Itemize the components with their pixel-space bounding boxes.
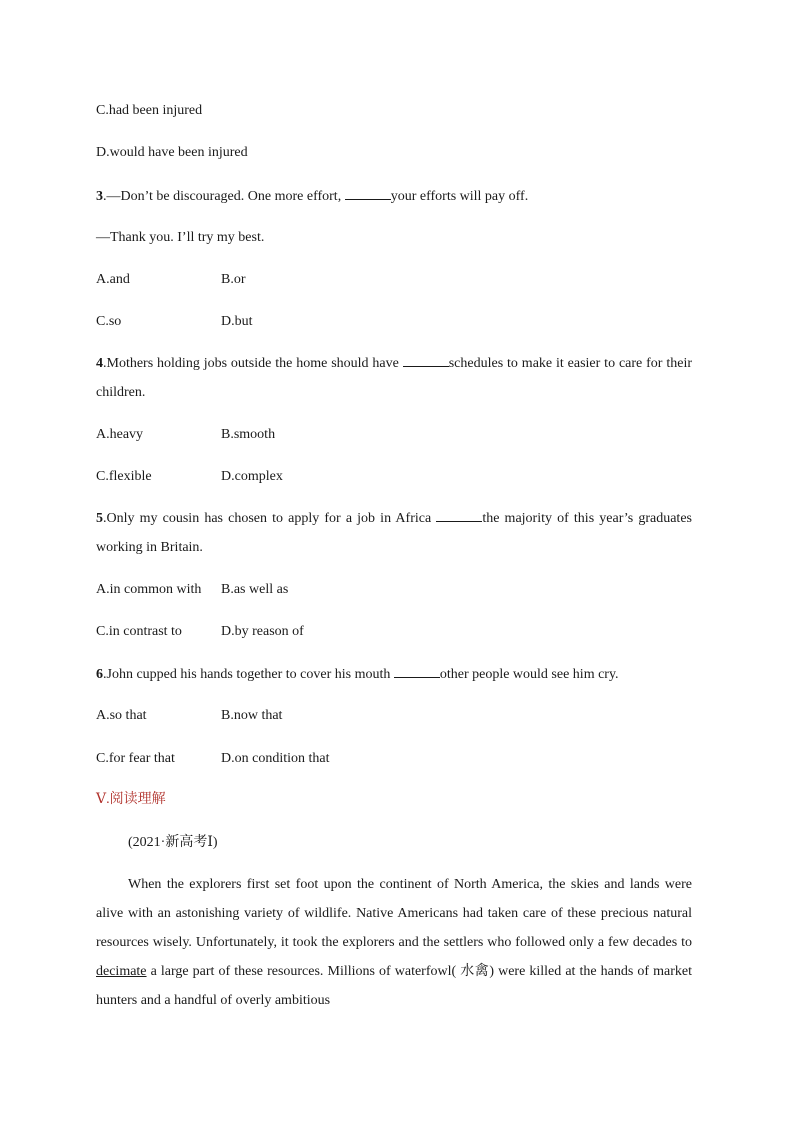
q3-stem xyxy=(96,187,528,206)
q3-reply: —Thank you. I’ll try my best. xyxy=(96,230,265,245)
q3-option-a: A.and xyxy=(96,272,130,287)
q4-stem-pre: .Mothers holding jobs outside the home should have xyxy=(103,356,403,371)
q4-blank xyxy=(403,354,449,367)
q5-option-d: D.by reason of xyxy=(221,624,304,639)
q4-option-d: D.complex xyxy=(221,469,283,484)
q5-stem-post: the majority of this year’s graduates working in Britain. xyxy=(96,511,692,555)
q4-stem xyxy=(96,349,692,407)
q4-option-c: C.flexible xyxy=(96,469,152,484)
q3-stem-pre: .—Don’t be discouraged. One more effort, xyxy=(103,189,345,204)
q3-option-b: B.or xyxy=(221,272,246,287)
q2-option-c: C.had been injured xyxy=(96,103,203,118)
q4-stem-post: schedules to make it easier to care for their children. xyxy=(96,356,692,400)
q2-option-d: D.would have been injured xyxy=(96,145,248,160)
q6-blank xyxy=(394,665,440,678)
q6-option-a: A.so that xyxy=(96,708,147,723)
section-title: Ⅴ.阅读理解 xyxy=(96,792,166,807)
q5-blank xyxy=(436,509,482,522)
q3-number: 3 xyxy=(96,189,103,204)
q5-option-c: C.in contrast to xyxy=(96,624,182,639)
q5-option-a: A.in common with xyxy=(96,582,202,597)
q4-option-a: A.heavy xyxy=(96,427,144,442)
q4-number: 4 xyxy=(96,356,103,371)
q4-option-b: B.smooth xyxy=(221,427,276,442)
q6-number: 6 xyxy=(96,667,103,682)
q6-stem xyxy=(96,665,619,684)
passage-text-pre: When the explorers first set foot upon the continent of North America, the skies and lands were alive with an astonishing variety of wildlife. Native Americans had taken care of these precious natural resources wisely. Unfortunately, it took the explorers and the settlers who followed only a few decades to xyxy=(96,877,692,950)
passage xyxy=(96,870,692,1015)
q5-number: 5 xyxy=(96,511,103,526)
q5-stem xyxy=(96,504,692,562)
q3-stem-post: your efforts will pay off. xyxy=(390,189,529,204)
q3-option-c: C.so xyxy=(96,314,122,329)
passage-source: (2021·新高考Ⅰ) xyxy=(128,835,218,850)
q6-stem-post: other people would see him cry. xyxy=(439,667,619,682)
q3-blank xyxy=(345,187,391,200)
q6-option-c: C.for fear that xyxy=(96,751,175,766)
q3-option-d: D.but xyxy=(221,314,253,329)
q5-option-b: B.as well as xyxy=(221,582,289,597)
passage-text-post: a large part of these resources. Millions of waterfowl( 水禽) were killed at the hands of market hunters and a handful of overly ambitious xyxy=(96,964,692,1008)
q6-stem-pre: .John cupped his hands together to cover his mouth xyxy=(103,667,394,682)
passage-underlined-word: decimate xyxy=(96,964,147,979)
q5-stem-pre: .Only my cousin has chosen to apply for a job in Africa xyxy=(103,511,437,526)
q6-option-d: D.on condition that xyxy=(221,751,330,766)
q6-option-b: B.now that xyxy=(221,708,283,723)
